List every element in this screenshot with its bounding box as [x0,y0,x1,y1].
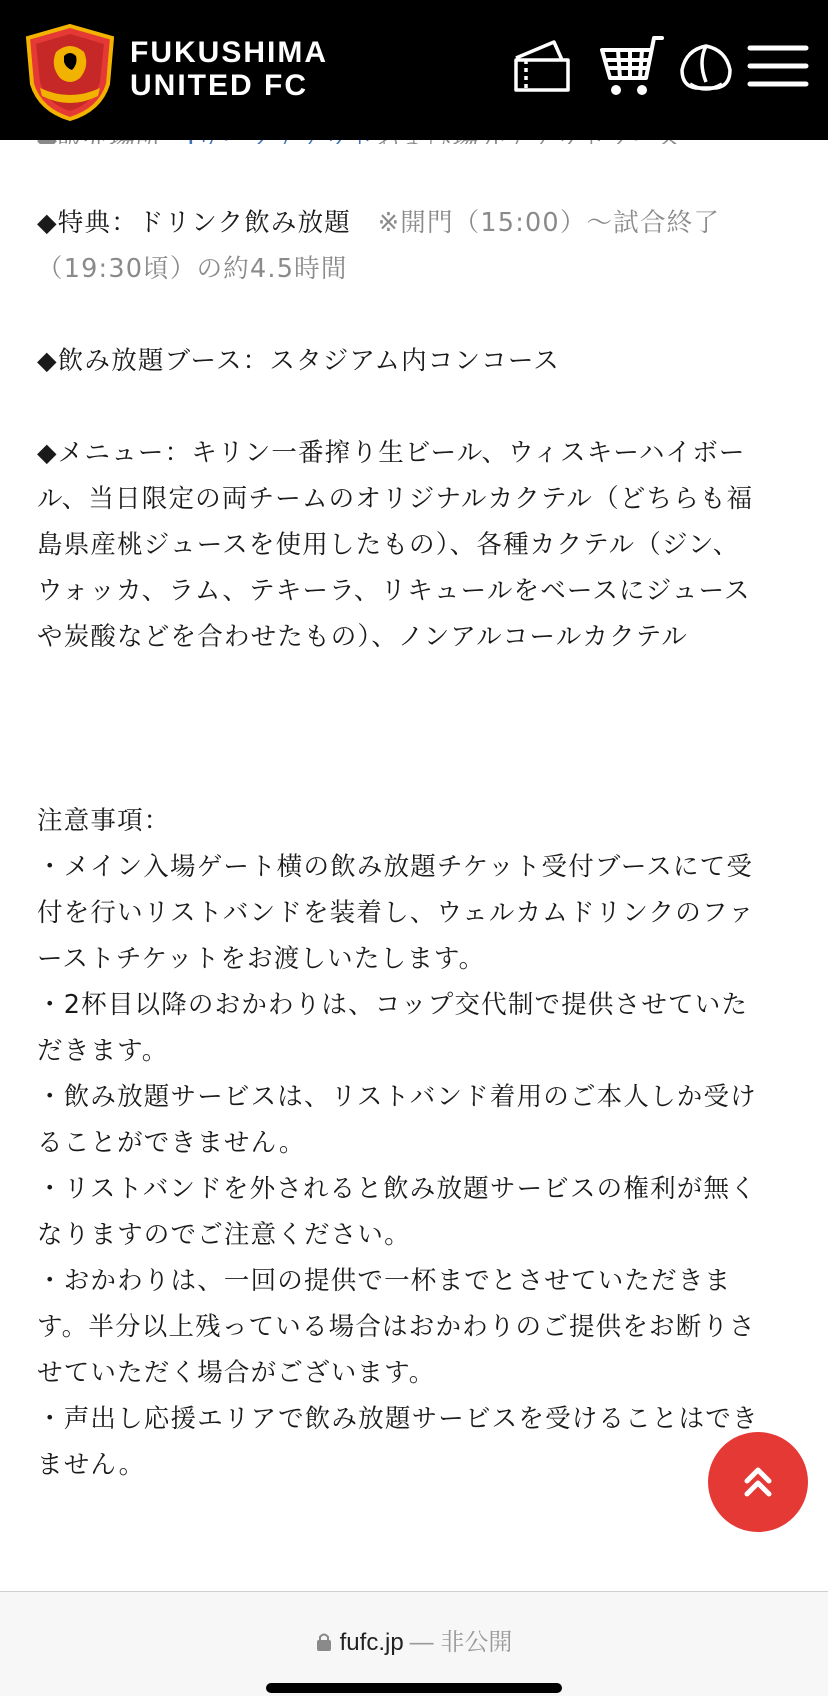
brand-line-1: FUKUSHIMA [130,36,328,69]
peach-icon[interactable] [678,32,734,102]
menu-line: 島県産桃ジュースを使用したもの）、各種カクテル（ジン、 [37,530,740,560]
menu-line: ウォッカ、ラム、テキーラ、リキュールをベースにジュース [37,576,751,606]
menu-icon[interactable] [746,32,810,102]
domain-text: fufc.jp [339,1629,404,1656]
double-chevron-up-icon [741,1465,775,1499]
note-line: ・声出し応援エリアで飲み放題サービスを受けることはでき [37,1404,759,1434]
note-line: だきます。 [37,1036,169,1066]
menu-line: ル、当日限定の両チームのオリジナルカクテル（どちらも福 [37,484,754,514]
benefit-time-note: ※開門（15:00）〜試合終了 [377,208,721,238]
note-line: ・リストバンドを外されると飲み放題サービスの権利が無く [37,1174,757,1204]
url-display[interactable] [0,1622,828,1657]
menu-paragraph [37,430,797,660]
notes-title: 注意事項： [37,806,171,836]
brand-line-2: UNITED FC [130,69,308,102]
note-line: なりますのでご注意ください。 [37,1220,411,1250]
browser-address-bar[interactable] [0,1591,828,1696]
site-header [0,0,828,140]
benefit-line-2: （19:30頃）の約4.5時間 [37,254,348,284]
brand-name[interactable] [130,36,328,102]
lock-icon [316,1632,332,1652]
note-line: 付を行いリストバンドを装着し、ウェルカムドリンクのファ [37,898,755,928]
benefit-line-1 [37,200,797,246]
menu-line: ◆メニュー：キリン一番搾り生ビール、ウィスキーハイボー [37,438,746,468]
booth-line: ◆飲み放題ブース：スタジアム内コンコース [37,346,561,376]
note-line: ・2杯目以降のおかわりは、コップ交代制で提供させていた [37,990,749,1020]
note-line: す。半分以上残っている場合はおかわりのご提供をお断りさ [37,1312,756,1342]
benefit-label: ◆特典：ドリンク飲み放題 [37,208,378,238]
note-line: ーストチケットをお渡しいたします。 [37,944,486,974]
note-line: ・飲み放題サービスは、リストバンド着用のご本人しか受け [37,1082,757,1112]
note-line: ることができません。 [37,1128,306,1158]
note-line: ません。 [37,1450,146,1480]
notes-list [37,844,797,1488]
cart-icon[interactable] [598,32,664,102]
note-line: ・メイン入場ゲート横の飲み放題チケット受付ブースにて受 [37,852,754,882]
note-line: せていただく場合がございます。 [37,1358,436,1388]
ticket-icon[interactable] [510,32,574,102]
privacy-status: 非公開 [440,1629,513,1656]
home-indicator[interactable] [266,1683,562,1693]
note-line: ・おかわりは、一回の提供で一杯までとさせていただきま [37,1266,732,1296]
url-separator: — [409,1629,434,1656]
article-body [37,200,797,1488]
club-logo[interactable] [20,22,120,122]
back-to-top-button[interactable] [708,1432,808,1532]
menu-line: や炭酸などを合わせたもの）、ノンアルコールカクテル [37,622,688,652]
